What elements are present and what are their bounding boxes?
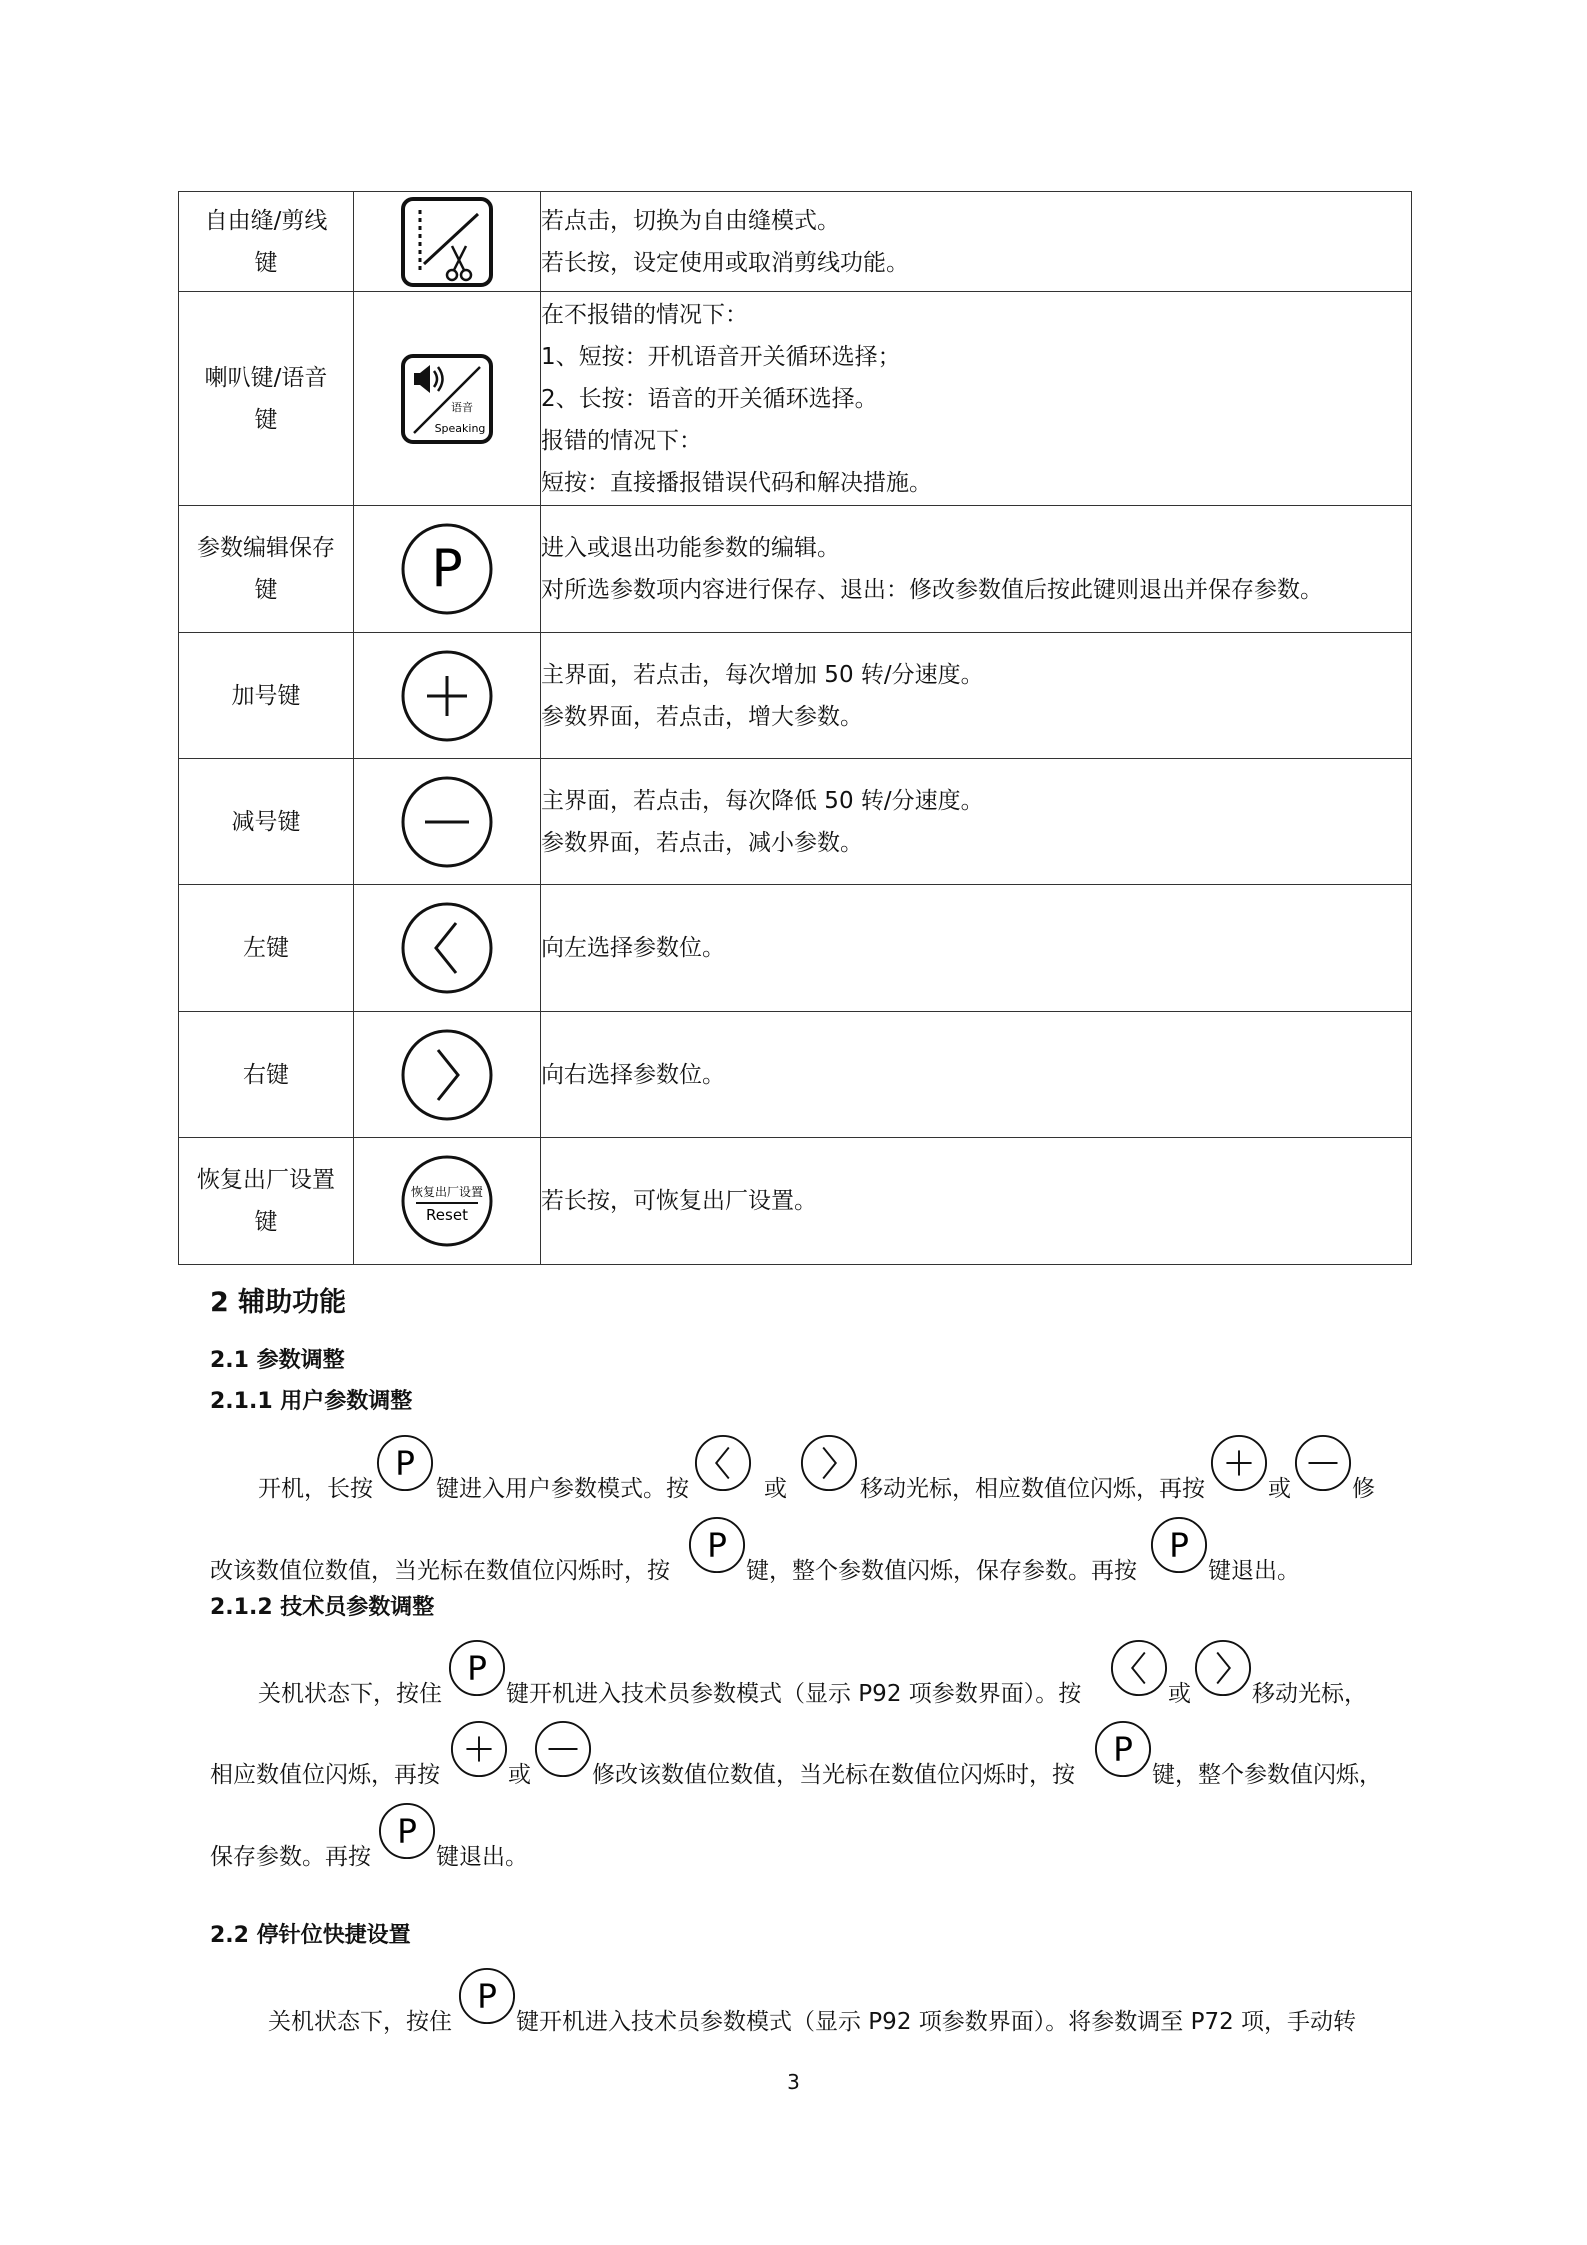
p-key-icon <box>458 1967 516 2031</box>
key-name: 自由缝/剪线 键 <box>179 192 354 292</box>
table-row <box>179 192 1412 292</box>
key-description: 在不报错的情况下： 1、短按：开机语音开关循环选择； 2、长按：语音的开关循环选择。 报错的情况下： 短按：直接播报错误代码和解决措施。 <box>541 292 1412 506</box>
subsubsection-title: 2.1.2 技术员参数调整 <box>210 1595 435 1620</box>
p-key-icon <box>378 1802 436 1866</box>
left-key-icon <box>1110 1639 1168 1703</box>
subsection-title: 2.2 停针位快捷设置 <box>210 1923 411 1948</box>
speaker-icon-sublabel: Speaking <box>434 421 486 435</box>
key-name: 参数编辑保存 键 <box>179 506 354 633</box>
key-name: 减号键 <box>179 759 354 885</box>
key-name: 加号键 <box>179 633 354 759</box>
speaker-voice-icon <box>354 292 541 506</box>
key-description: 向左选择参数位。 <box>541 885 1412 1012</box>
reset-icon-sublabel: Reset <box>426 1206 468 1224</box>
section-title: 2 辅助功能 <box>210 1287 347 1318</box>
subsubsection-title: 2.1.1 用户参数调整 <box>210 1389 413 1414</box>
minus-key-icon <box>1294 1434 1352 1498</box>
p-key-icon <box>688 1516 746 1580</box>
key-name: 左键 <box>179 885 354 1012</box>
key-description: 若长按，可恢复出厂设置。 <box>541 1138 1412 1265</box>
left-key-icon <box>354 885 541 1012</box>
key-description: 向右选择参数位。 <box>541 1012 1412 1138</box>
key-function-table <box>178 191 1412 1265</box>
plus-key-icon <box>354 633 541 759</box>
left-key-icon <box>694 1434 752 1498</box>
plus-key-icon <box>450 1720 508 1784</box>
free-sewing-scissors-icon <box>354 192 541 292</box>
right-key-icon <box>1194 1639 1252 1703</box>
p-key-icon <box>354 506 541 633</box>
table-row <box>179 1012 1412 1138</box>
table-row <box>179 633 1412 759</box>
right-key-icon <box>354 1012 541 1138</box>
table-row <box>179 292 1412 506</box>
p-key-icon <box>376 1434 434 1498</box>
table-row <box>179 1138 1412 1265</box>
right-key-icon <box>800 1434 858 1498</box>
p-letter: P <box>431 539 463 599</box>
table-row <box>179 506 1412 633</box>
minus-key-icon <box>534 1720 592 1784</box>
key-description: 主界面，若点击，每次增加 50 转/分速度。 参数界面，若点击，增大参数。 <box>541 633 1412 759</box>
key-description: 主界面，若点击，每次降低 50 转/分速度。 参数界面，若点击，减小参数。 <box>541 759 1412 885</box>
key-name: 右键 <box>179 1012 354 1138</box>
p-key-icon <box>1094 1720 1152 1784</box>
reset-icon-label: 恢复出厂设置 <box>410 1185 484 1199</box>
subsection-title: 2.1 参数调整 <box>210 1348 345 1373</box>
p-key-icon <box>448 1639 506 1703</box>
plus-key-icon <box>1210 1434 1268 1498</box>
p-key-icon <box>1150 1516 1208 1580</box>
table-row <box>179 885 1412 1012</box>
key-description: 进入或退出功能参数的编辑。 对所选参数项内容进行保存、退出：修改参数值后按此键则退出并保存参数。 <box>541 506 1412 633</box>
table-row <box>179 759 1412 885</box>
key-name: 喇叭键/语音 键 <box>179 292 354 506</box>
speaker-icon-label: 语音 <box>451 400 473 414</box>
page-number: 3 <box>787 2070 800 2094</box>
minus-key-icon <box>354 759 541 885</box>
key-description: 若点击，切换为自由缝模式。 若长按，设定使用或取消剪线功能。 <box>541 192 1412 292</box>
reset-key-icon <box>354 1138 541 1265</box>
key-name: 恢复出厂设置 键 <box>179 1138 354 1265</box>
